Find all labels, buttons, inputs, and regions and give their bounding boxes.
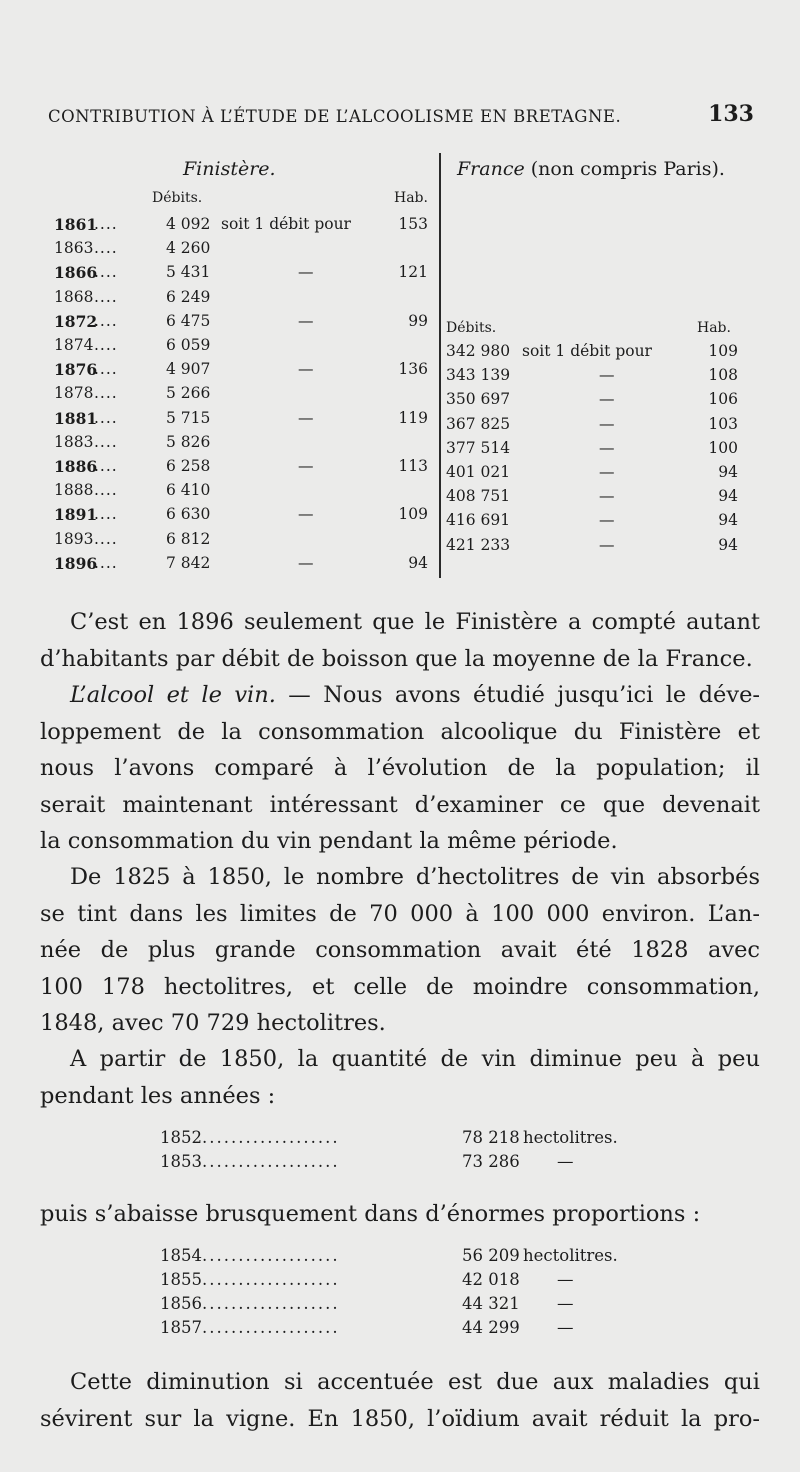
row-hab: 94 xyxy=(718,463,738,481)
text-fragment: — Nous avons étudié jusqu’ici le déve- xyxy=(275,682,760,708)
table-row xyxy=(54,312,428,336)
page-number: 133 xyxy=(708,101,754,127)
production-year: 1856 xyxy=(160,1294,202,1313)
table-row xyxy=(446,463,738,487)
row-leader: .... xyxy=(94,553,118,572)
row-leader: .... xyxy=(94,384,118,403)
row-debits: 5 715 xyxy=(166,408,211,427)
row-dash: — xyxy=(599,366,615,385)
table-row xyxy=(54,457,428,481)
row-year: 1881 xyxy=(54,408,98,428)
row-debits: 421 233 xyxy=(446,535,511,554)
row-dash: — xyxy=(298,505,314,524)
row-hab: 106 xyxy=(708,390,738,409)
row-leader: .... xyxy=(94,529,118,548)
row-year: 1883 xyxy=(54,432,94,451)
france-debits-header: Débits. xyxy=(446,320,497,336)
row-dash: — xyxy=(599,487,615,506)
row-debits: 7 842 xyxy=(166,553,211,572)
ditto-dash: — xyxy=(557,1152,574,1171)
row-leader: .... xyxy=(94,408,118,427)
row-dash: — xyxy=(298,553,314,572)
table-row xyxy=(54,263,428,287)
text-line: la consommation du vin pendant la même période. xyxy=(40,828,618,854)
production-row xyxy=(160,1270,640,1294)
row-debits: 6 249 xyxy=(166,287,211,306)
production-row xyxy=(160,1246,640,1270)
row-debits: 4 907 xyxy=(166,360,211,379)
finistere-debits-header: Débits. xyxy=(152,190,203,206)
production-unit: hectolitres. xyxy=(523,1246,618,1265)
text-line: 1848, avec 70 729 hectolitres. xyxy=(40,1010,386,1036)
text-line: serait maintenant intéressant d’examiner ce que devenait xyxy=(40,791,760,818)
row-year: 1868 xyxy=(54,287,94,306)
row-year: 1863 xyxy=(54,239,94,258)
production-year: 1857 xyxy=(160,1318,202,1337)
production-row xyxy=(160,1152,640,1176)
row-dash: — xyxy=(599,463,615,481)
france-heading-rest: (non compris Paris). xyxy=(524,158,725,180)
table-row xyxy=(54,554,428,578)
row-debits: 6 059 xyxy=(166,336,211,354)
row-debits: 350 697 xyxy=(446,390,511,409)
row-leader: .... xyxy=(94,360,118,379)
dot-leader: ................... xyxy=(202,1152,340,1171)
row-hab: 136 xyxy=(398,360,428,379)
production-value: 44 299 xyxy=(462,1318,520,1337)
table-row xyxy=(54,530,428,554)
row-debits: 6 410 xyxy=(166,481,211,500)
paragraph-6 xyxy=(40,1364,760,1437)
row-year: 1872 xyxy=(54,311,98,331)
table-row xyxy=(54,360,428,384)
row-dash: — xyxy=(298,408,314,427)
row-debits: 6 475 xyxy=(166,311,211,330)
text-line: d’habitants par débit de boisson que la moyenne de la France. xyxy=(40,645,753,672)
row-soit: soit 1 débit pour xyxy=(221,215,351,233)
table-row xyxy=(54,288,428,312)
production-value: 78 218 xyxy=(462,1128,520,1147)
row-debits: 367 825 xyxy=(446,414,511,433)
table-row xyxy=(446,487,738,511)
text-line xyxy=(40,677,760,714)
table-row xyxy=(446,415,738,439)
row-dash: — xyxy=(298,263,314,282)
paragraph-1 xyxy=(40,604,760,677)
production-year: 1854 xyxy=(160,1246,202,1265)
row-leader: .... xyxy=(94,336,118,354)
row-year: 1886 xyxy=(54,457,98,476)
ditto-dash: — xyxy=(557,1270,574,1289)
row-hab: 94 xyxy=(408,553,428,572)
row-year: 1878 xyxy=(54,384,94,403)
production-row xyxy=(160,1128,640,1152)
table-row xyxy=(54,481,428,505)
row-dash: — xyxy=(599,414,615,433)
table-row xyxy=(54,433,428,457)
row-leader: .... xyxy=(94,457,118,475)
production-year: 1855 xyxy=(160,1270,202,1289)
row-hab: 109 xyxy=(708,342,738,360)
row-hab: 94 xyxy=(718,511,738,530)
row-dash: — xyxy=(298,360,314,379)
row-hab: 94 xyxy=(718,487,738,506)
row-year: 1874 xyxy=(54,336,94,354)
row-leader: .... xyxy=(94,481,118,500)
france-heading xyxy=(457,158,725,180)
text-line: se tint dans les limites de 70 000 à 100 000 environ. L’an- xyxy=(40,900,760,927)
text-line: loppement de la consommation alcoolique du Finistère et xyxy=(40,718,760,745)
finistere-heading: Finistère. xyxy=(183,158,276,180)
paragraph-2 xyxy=(40,677,760,860)
dot-leader: ................... xyxy=(202,1270,340,1289)
row-leader: .... xyxy=(94,432,118,451)
row-hab: 94 xyxy=(718,535,738,554)
production-row xyxy=(160,1318,640,1342)
production-row xyxy=(160,1294,640,1318)
text-line: 100 178 hectolitres, et celle de moindre consommation, xyxy=(40,973,760,1000)
row-dash: — xyxy=(599,511,615,530)
row-hab: 100 xyxy=(708,438,738,457)
text-line: Cette diminution si accentuée est due aux maladies qui xyxy=(70,1369,760,1395)
dot-leader: ................... xyxy=(202,1294,340,1313)
row-leader: .... xyxy=(94,215,118,233)
table-row xyxy=(446,390,738,414)
table-row xyxy=(446,511,738,535)
row-leader: .... xyxy=(94,311,118,330)
row-hab: 99 xyxy=(408,311,428,330)
row-debits: 6 812 xyxy=(166,529,211,548)
row-leader: .... xyxy=(94,287,118,306)
text-line: sévirent sur la vigne. En 1850, l’oïdium avait réduit la pro- xyxy=(40,1405,760,1432)
text-line: De 1825 à 1850, le nombre d’hectolitres de vin absorbés xyxy=(70,864,760,890)
table-row xyxy=(54,384,428,408)
paragraph-4 xyxy=(40,1041,760,1114)
row-dash: — xyxy=(298,457,314,475)
section-title: L’alcool et le vin. xyxy=(70,682,276,708)
row-debits: 5 266 xyxy=(166,384,211,403)
row-year: 1876 xyxy=(54,360,98,380)
table-row xyxy=(446,342,738,366)
row-debits: 6 630 xyxy=(166,505,211,524)
row-hab: 108 xyxy=(708,366,738,385)
row-debits: 5 826 xyxy=(166,432,211,451)
dot-leader: ................... xyxy=(202,1128,340,1147)
row-debits: 377 514 xyxy=(446,438,511,457)
row-leader: .... xyxy=(94,505,118,524)
ditto-dash: — xyxy=(557,1318,574,1337)
row-debits: 4 260 xyxy=(166,239,211,258)
row-hab: 103 xyxy=(708,414,738,433)
production-year: 1852 xyxy=(160,1128,202,1147)
production-value: 44 321 xyxy=(462,1294,520,1313)
running-title: CONTRIBUTION À L’ÉTUDE DE L’ALCOOLISME EN BRETAGNE. xyxy=(48,107,622,126)
row-debits: 4 092 xyxy=(166,215,211,233)
table-row xyxy=(446,439,738,463)
production-value: 73 286 xyxy=(462,1152,520,1171)
row-leader: .... xyxy=(94,239,118,258)
table-row xyxy=(54,336,428,360)
running-head xyxy=(48,101,754,131)
france-heading-italic: France xyxy=(457,158,525,180)
paragraph-3 xyxy=(40,859,760,1042)
table-row xyxy=(54,215,428,239)
text-line: née de plus grande consommation avait été 1828 avec xyxy=(40,937,760,963)
row-dash: — xyxy=(599,390,615,409)
paragraph-5 xyxy=(40,1196,760,1233)
text-line: A partir de 1850, la quantité de vin diminue peu à peu xyxy=(70,1046,760,1072)
row-debits: 343 139 xyxy=(446,366,511,385)
finistere-hab-header: Hab. xyxy=(394,190,428,206)
table-row xyxy=(446,366,738,390)
row-debits: 6 258 xyxy=(166,457,211,475)
table-row xyxy=(54,409,428,433)
production-value: 56 209 xyxy=(462,1246,520,1265)
text-line: C’est en 1896 seulement que le Finistère a compté autant xyxy=(70,609,760,635)
row-debits: 401 021 xyxy=(446,463,511,481)
table-row xyxy=(54,239,428,263)
table-row xyxy=(54,505,428,529)
production-year: 1853 xyxy=(160,1152,202,1171)
row-dash: — xyxy=(599,535,615,554)
row-debits: 408 751 xyxy=(446,487,511,506)
text-line: puis s’abaisse brusquement dans d’énormes proportions : xyxy=(40,1201,701,1227)
dot-leader: ................... xyxy=(202,1246,340,1265)
row-leader: .... xyxy=(94,263,118,282)
row-hab: 153 xyxy=(398,215,428,233)
row-debits: 416 691 xyxy=(446,511,511,530)
row-year: 1896 xyxy=(54,553,98,573)
dot-leader: ................... xyxy=(202,1318,340,1337)
row-year: 1861 xyxy=(54,215,98,234)
row-debits: 5 431 xyxy=(166,263,211,282)
column-divider xyxy=(439,153,441,578)
row-year: 1866 xyxy=(54,263,98,283)
row-hab: 119 xyxy=(398,408,428,427)
production-unit: hectolitres. xyxy=(523,1128,618,1147)
row-dash: — xyxy=(298,311,314,330)
row-hab: 109 xyxy=(398,505,428,524)
row-soit: soit 1 débit pour xyxy=(522,342,652,360)
row-year: 1888 xyxy=(54,481,94,500)
production-value: 42 018 xyxy=(462,1270,520,1289)
row-dash: — xyxy=(599,438,615,457)
row-year: 1891 xyxy=(54,505,98,525)
row-year: 1893 xyxy=(54,529,94,548)
france-hab-header: Hab. xyxy=(697,320,731,336)
row-debits: 342 980 xyxy=(446,342,511,360)
ditto-dash: — xyxy=(557,1294,574,1313)
table-row xyxy=(446,536,738,560)
row-hab: 113 xyxy=(398,457,428,475)
text-line: nous l’avons comparé à l’évolution de la population; il xyxy=(40,755,760,781)
row-hab: 121 xyxy=(398,263,428,282)
text-line: pendant les années : xyxy=(40,1082,276,1109)
